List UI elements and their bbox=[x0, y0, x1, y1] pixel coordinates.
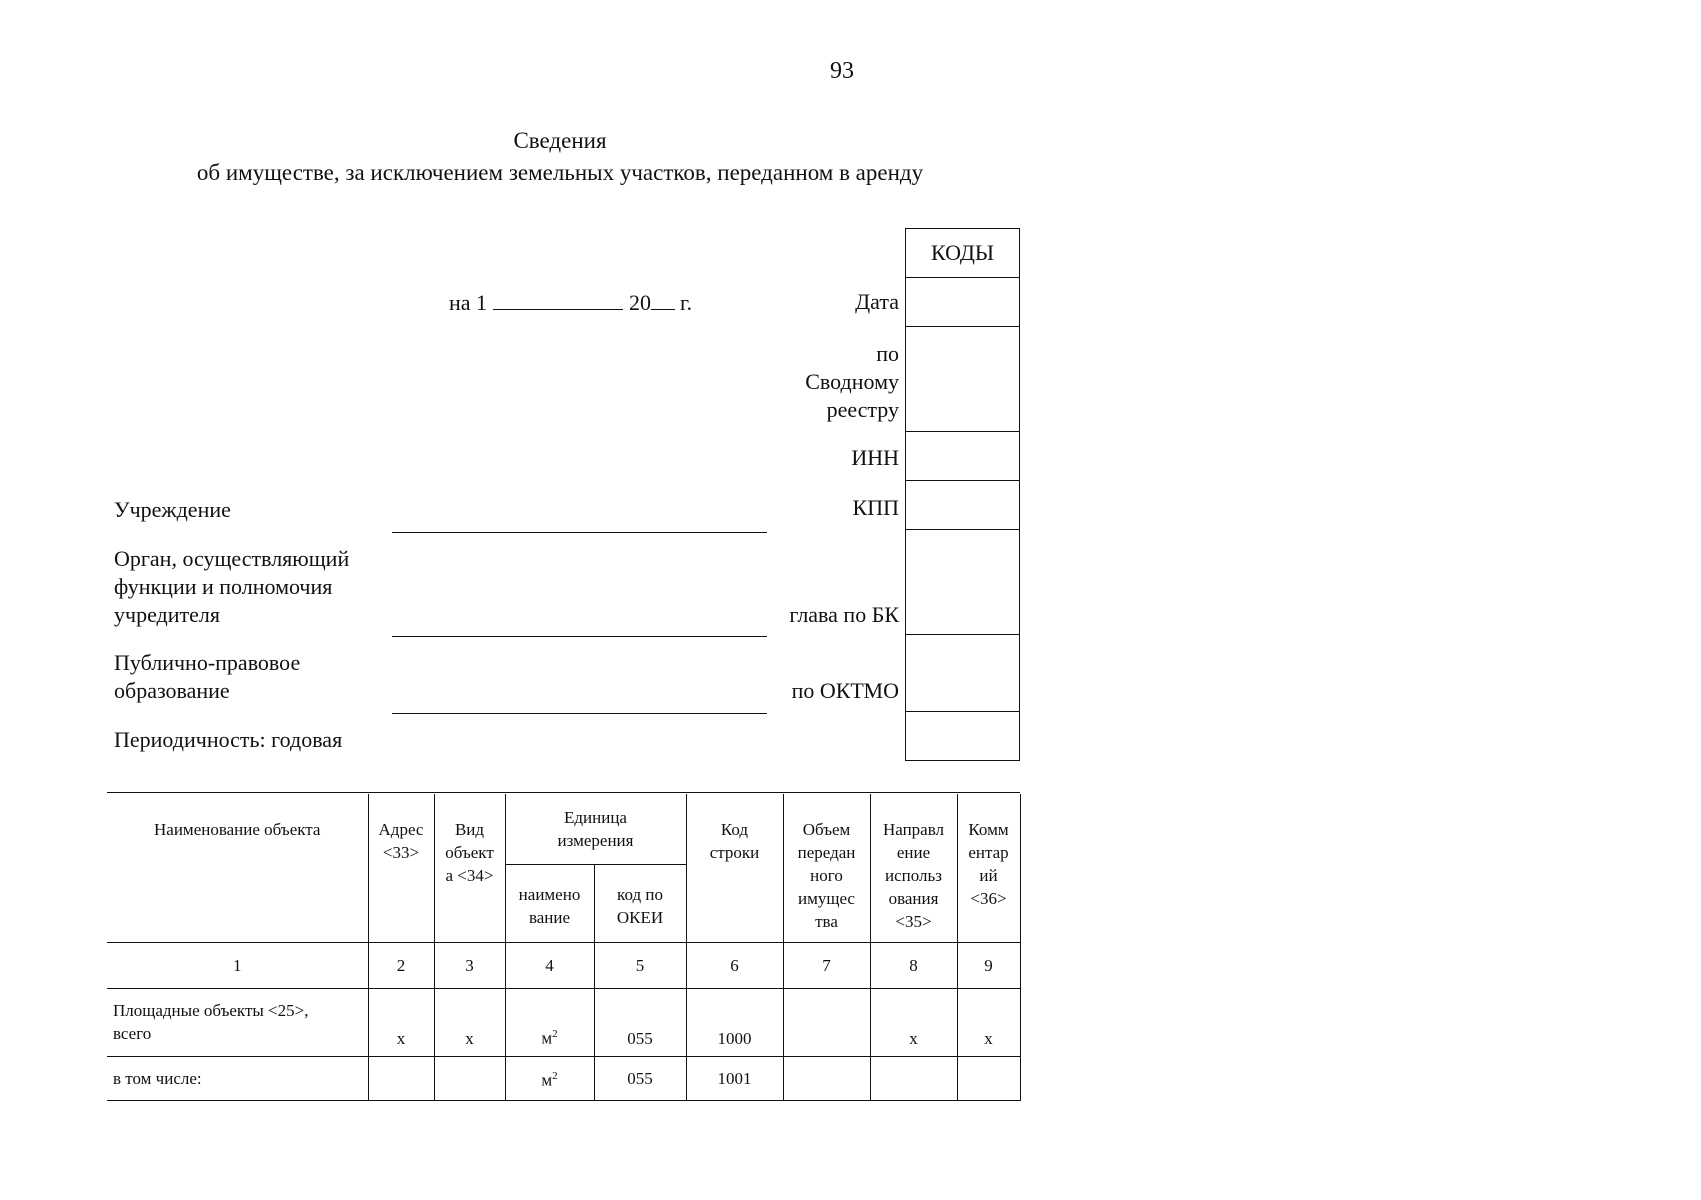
column-number: 3 bbox=[434, 942, 505, 988]
header-okei-line-2: ОКЕИ bbox=[616, 907, 664, 927]
oktmo-code-cell[interactable] bbox=[906, 635, 1020, 712]
kpp-code-cell[interactable] bbox=[906, 481, 1020, 530]
header-type-line-2: объект bbox=[445, 843, 494, 862]
document-title: Сведения bbox=[513, 128, 607, 153]
header-volume-line-1: Объем bbox=[802, 820, 851, 839]
header-unit-name-line-2: вание bbox=[528, 907, 571, 927]
column-number: 9 bbox=[957, 942, 1020, 988]
row-volume[interactable] bbox=[783, 1056, 870, 1100]
public-entity-label bbox=[114, 649, 300, 705]
year-suffix: г. bbox=[680, 290, 693, 315]
header-volume-line-3: ного bbox=[810, 866, 843, 885]
public-entity-field[interactable] bbox=[392, 713, 767, 714]
report-date-line bbox=[449, 290, 692, 316]
row-usage[interactable]: x bbox=[870, 988, 957, 1056]
column-number: 1 bbox=[107, 942, 368, 988]
header-comment-line-1: Комм bbox=[968, 820, 1009, 839]
header-type-line-3: а <34> bbox=[445, 866, 494, 885]
header-address bbox=[368, 794, 434, 942]
header-unit-name-line-1: наимено bbox=[518, 884, 581, 904]
registry-code-cell[interactable] bbox=[906, 327, 1020, 432]
header-unit-line-2: измерения bbox=[557, 831, 634, 850]
registry-label-line-1: по bbox=[876, 341, 899, 366]
header-usage bbox=[870, 794, 957, 942]
header-comment-line-4: <36> bbox=[970, 889, 1007, 908]
header-object-type bbox=[434, 794, 505, 942]
page-number: 93 bbox=[830, 58, 854, 84]
inn-code-cell[interactable] bbox=[906, 432, 1020, 481]
header-row-code bbox=[686, 794, 783, 942]
row-okei: 055 bbox=[594, 988, 686, 1056]
table-top-rule bbox=[107, 792, 1020, 793]
founder-field[interactable] bbox=[392, 636, 767, 637]
header-object-name: Наименование объекта bbox=[107, 794, 368, 942]
property-table bbox=[107, 794, 1021, 1101]
row-code: 1001 bbox=[686, 1056, 783, 1100]
codes-table bbox=[905, 228, 1020, 761]
row-volume[interactable] bbox=[783, 988, 870, 1056]
header-usage-line-3: использ bbox=[885, 866, 942, 885]
date-prefix: на 1 bbox=[449, 290, 488, 315]
bk-code-cell[interactable] bbox=[906, 530, 1020, 635]
row-unit bbox=[505, 1056, 594, 1100]
header-usage-line-4: ования bbox=[888, 889, 939, 908]
header-volume bbox=[783, 794, 870, 942]
column-number: 7 bbox=[783, 942, 870, 988]
row-unit-sup: 2 bbox=[552, 1069, 558, 1082]
header-usage-line-1: Направл bbox=[882, 820, 945, 839]
header-code-line-1: Код bbox=[720, 820, 749, 839]
table-row bbox=[107, 988, 1020, 1056]
periodicity-label: Периодичность: годовая bbox=[114, 727, 343, 752]
header-comment bbox=[957, 794, 1020, 942]
date-label: Дата bbox=[855, 289, 899, 314]
founder-label bbox=[114, 545, 349, 629]
header-address-line-1: Адрес bbox=[378, 820, 424, 839]
row-address[interactable]: x bbox=[368, 988, 434, 1056]
row-object-name: в том числе: bbox=[107, 1056, 368, 1100]
row-address[interactable] bbox=[368, 1056, 434, 1100]
header-usage-line-5: <35> bbox=[895, 912, 932, 931]
public-entity-label-line-1: Публично-правовое bbox=[114, 650, 301, 675]
registry-label-line-3: реестру bbox=[826, 397, 899, 422]
header-unit-name bbox=[505, 864, 594, 942]
column-number-row bbox=[107, 942, 1020, 988]
header-usage-line-2: ение bbox=[896, 843, 931, 862]
public-entity-label-line-2: образование bbox=[114, 678, 230, 703]
column-number: 5 bbox=[594, 942, 686, 988]
header-type-line-1: Вид bbox=[454, 820, 485, 839]
header-okei-line-1: код по bbox=[617, 884, 663, 904]
kpp-label: КПП bbox=[852, 495, 899, 520]
header-volume-line-5: тва bbox=[815, 912, 838, 931]
document-subtitle: об имуществе, за исключением земельных участков, переданном в аренду bbox=[196, 160, 924, 185]
founder-label-line-1: Орган, осуществляющий bbox=[114, 546, 350, 571]
header-comment-line-3: ий bbox=[979, 866, 998, 885]
header-unit-line-1: Единица bbox=[564, 808, 627, 827]
header-code-line-2: строки bbox=[709, 843, 760, 862]
registry-label-line-2: Сводному bbox=[805, 369, 899, 394]
row-code: 1000 bbox=[686, 988, 783, 1056]
inn-label: ИНН bbox=[851, 445, 899, 470]
row-unit-sup: 2 bbox=[552, 1027, 558, 1040]
row-unit-text: м bbox=[541, 1028, 553, 1048]
row-usage[interactable] bbox=[870, 1056, 957, 1100]
column-number: 2 bbox=[368, 942, 434, 988]
periodicity-code-cell[interactable] bbox=[906, 712, 1020, 761]
header-unit bbox=[505, 794, 686, 864]
codes-header: КОДЫ bbox=[906, 229, 1020, 278]
bk-label: глава по БК bbox=[789, 602, 899, 627]
founder-label-line-2: функции и полномочия bbox=[114, 574, 333, 599]
header-address-line-2: <33> bbox=[382, 843, 420, 862]
row-object-type[interactable]: x bbox=[434, 988, 505, 1056]
column-number: 8 bbox=[870, 942, 957, 988]
year-prefix: 20 bbox=[629, 290, 652, 315]
institution-label: Учреждение bbox=[114, 497, 231, 522]
row-object-name bbox=[107, 988, 368, 1056]
header-volume-line-2: передан bbox=[797, 843, 856, 862]
row-name-line-2: всего bbox=[113, 1024, 152, 1043]
column-number: 4 bbox=[505, 942, 594, 988]
header-comment-line-2: ентар bbox=[968, 843, 1009, 862]
row-comment[interactable]: x bbox=[957, 988, 1020, 1056]
oktmo-label: по ОКТМО bbox=[791, 678, 899, 703]
registry-label bbox=[805, 340, 899, 424]
column-number: 6 bbox=[686, 942, 783, 988]
row-name-line-1: Площадные объекты <25>, bbox=[113, 1001, 309, 1020]
year-blank-field[interactable] bbox=[651, 309, 675, 310]
date-blank-field[interactable] bbox=[493, 309, 623, 310]
founder-label-line-3: учредителя bbox=[114, 602, 220, 627]
table-row bbox=[107, 1056, 1020, 1100]
header-volume-line-4: имущес bbox=[798, 889, 855, 908]
row-unit bbox=[505, 988, 594, 1056]
row-unit-text: м bbox=[541, 1070, 553, 1090]
row-okei: 055 bbox=[594, 1056, 686, 1100]
header-okei bbox=[594, 864, 686, 942]
row-object-type[interactable] bbox=[434, 1056, 505, 1100]
institution-field[interactable] bbox=[392, 532, 767, 533]
row-comment[interactable] bbox=[957, 1056, 1020, 1100]
date-code-cell[interactable] bbox=[906, 278, 1020, 327]
